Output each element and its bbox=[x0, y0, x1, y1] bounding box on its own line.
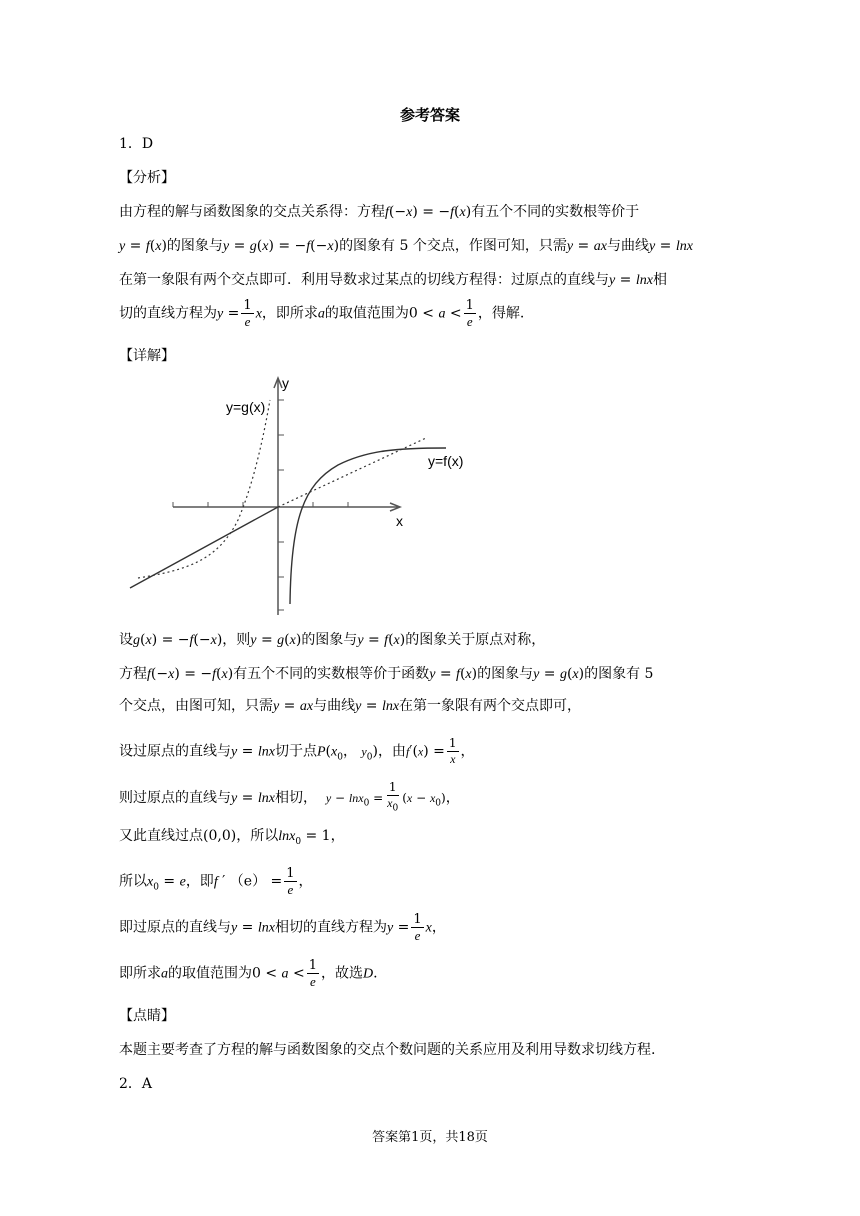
comment-text: 本题主要考查了方程的解与函数图象的交点个数问题的关系应用及利用导数求切线方程. bbox=[119, 1042, 656, 1058]
question-1-answer: 1．D bbox=[119, 136, 154, 152]
label-x-axis: x bbox=[396, 513, 403, 529]
detail-line-4: 设过原点的直线与y = lnx切于点$P(x_0$， $y_0$)，由f′(x) = $\frac{1}{x}$ ， bbox=[119, 736, 475, 766]
f-left-line bbox=[130, 507, 278, 588]
detail-line-7: 所以$x_0 = e$，即f ′ （e） = $\frac{1}{e}$ ， bbox=[119, 866, 313, 897]
g-curve bbox=[138, 400, 270, 578]
detail-line-8: 即过原点的直线与y = lnx相切的直线方程为y = $\frac{1}{e}$ x， bbox=[119, 912, 446, 943]
label-g: y=g(x) bbox=[226, 399, 266, 415]
detail-line-3: 个交点，由图可知，只需y = ax与曲线y = lnx在第一象限有两个交点即可， bbox=[119, 698, 582, 714]
detail-line-5: 则过原点的直线与y = lnx相切， y − lnx$_0$ = $\frac{1}{x_0}$ $(x - x_0)$， bbox=[119, 780, 460, 814]
function-graph bbox=[128, 370, 468, 620]
comment-header: 【点睛】 bbox=[119, 1008, 175, 1024]
detail-line-2: 方程f(−x) = −f(x)有五个不同的实数根等价于函数y = f(x)的图象与y = g(x)的图象有 5 bbox=[119, 666, 654, 682]
label-y-axis: y bbox=[282, 375, 289, 391]
analysis-line-3: 在第一象限有两个交点即可．利用导数求过某点的切线方程得：过原点的直线与y = lnx相 bbox=[119, 272, 667, 288]
detail-header: 【详解】 bbox=[119, 348, 175, 364]
tangent-line bbox=[278, 438, 426, 507]
analysis-header: 【分析】 bbox=[119, 170, 175, 186]
label-f: y=f(x) bbox=[428, 453, 464, 469]
question-2-answer: 2．A bbox=[119, 1076, 153, 1092]
page-footer: 答案第1页，共18页 bbox=[372, 1130, 488, 1145]
detail-line-6: 又此直线过点(0,0)，所以lnx$_0$ = 1， bbox=[119, 828, 345, 847]
analysis-line-1: 由方程的解与函数图象的交点关系得：方程f(−x) = −f(x)有五个不同的实数根等价于 bbox=[119, 204, 640, 220]
page-title: 参考答案 bbox=[399, 106, 460, 124]
f-curve bbox=[290, 448, 446, 604]
analysis-line-4: 切的直线方程为y = $\frac{1}{e}$ x，即所求a的取值范围为0 < a < $\frac{1}{e}$ ，得解. bbox=[119, 298, 525, 329]
analysis-line-2: y = f(x)的图象与y = g(x) = −f(−x)的图象有 5 个交点，作图可知，只需y = ax与曲线y = lnx bbox=[119, 238, 693, 254]
detail-line-1: 设g(x) = −f(−x)，则y = g(x)的图象与y = f(x)的图象关于原点对称， bbox=[119, 632, 546, 648]
detail-line-9: 即所求a的取值范围为0 < a < $\frac{1}{e}$ ，故选D. bbox=[119, 958, 378, 989]
